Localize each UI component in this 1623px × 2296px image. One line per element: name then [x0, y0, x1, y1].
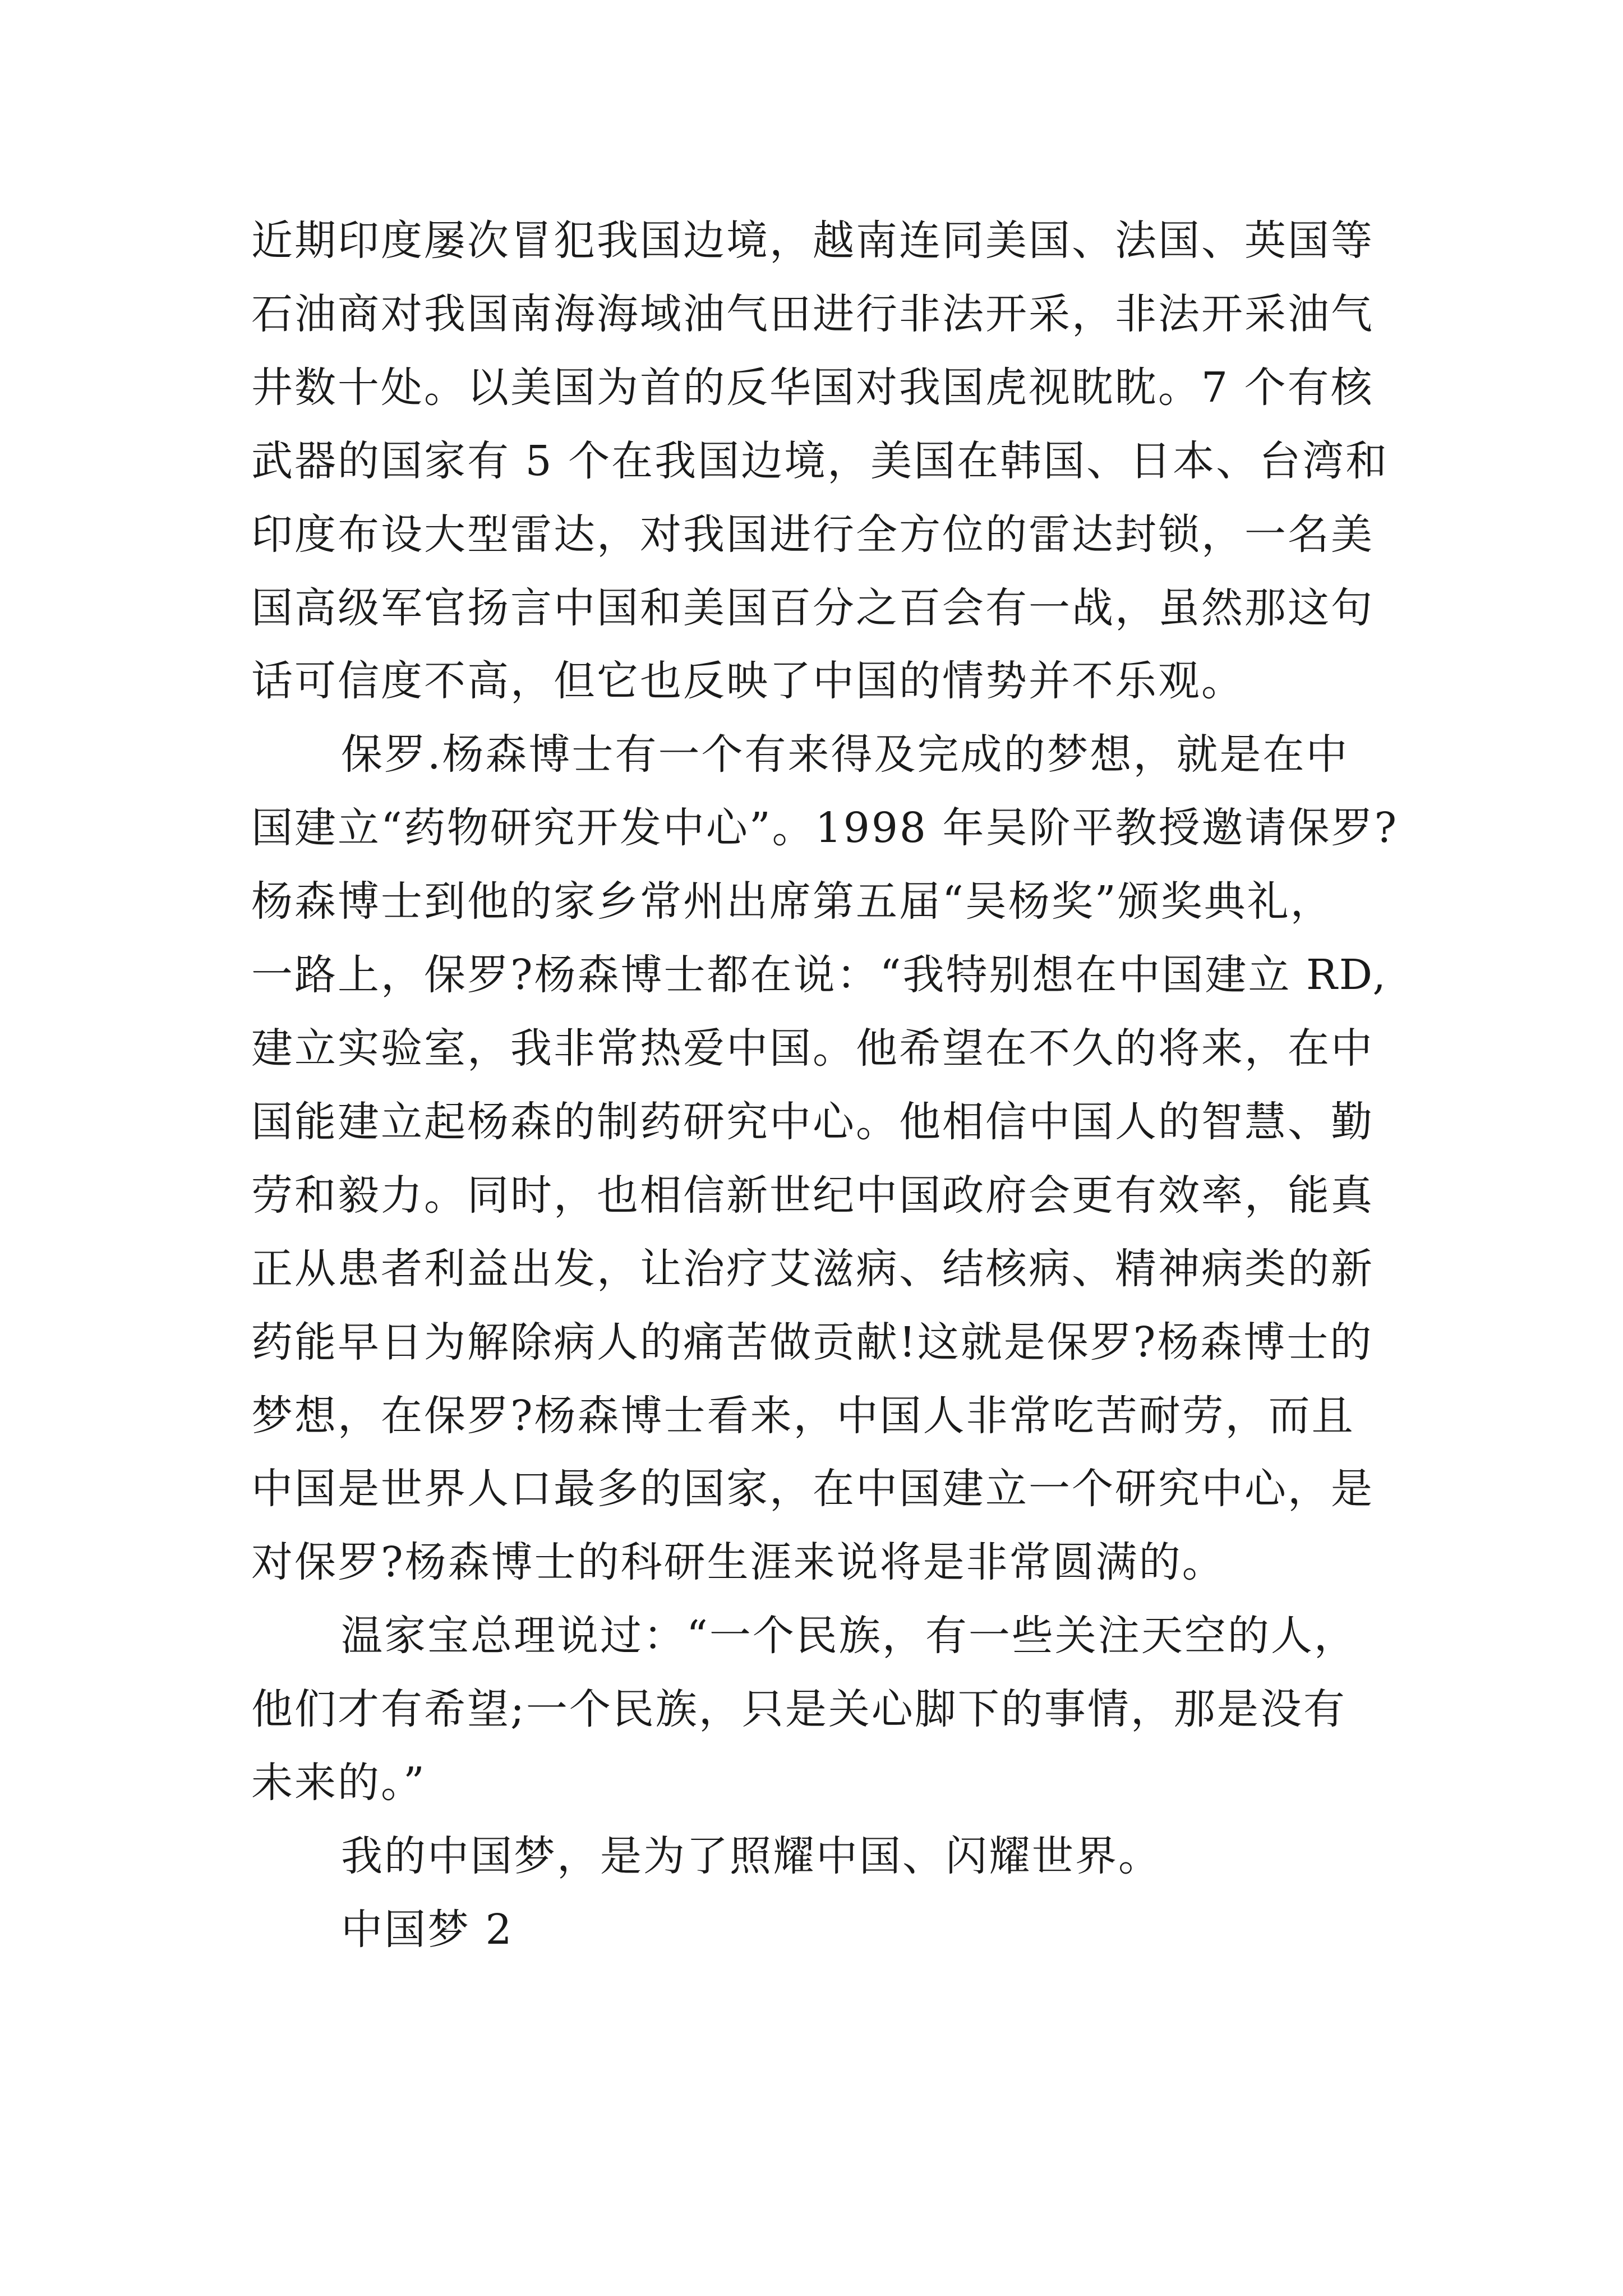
text-line: 我的中国梦，是为了照耀中国、闪耀世界。 [341, 1832, 1161, 1880]
text-line: 印度布设大型雷达，对我国进行全方位的雷达封锁，一名美 [251, 510, 1374, 559]
text-line: 国高级军官扬言中国和美国百分之百会有一战，虽然那这句 [251, 583, 1374, 632]
paragraph-janssen-dream [251, 718, 1399, 1599]
paragraph-wen-quote [251, 1599, 1373, 1820]
text-line: 未来的。” [251, 1759, 426, 1807]
document-body [251, 204, 1399, 1967]
text-line: 武器的国家有 5 个在我国边境，美国在韩国、日本、台湾和 [251, 436, 1389, 485]
text-line: 井数十处。以美国为首的反华国对我国虎视眈眈。7 个有核 [251, 363, 1374, 412]
text-line: 梦想，在保罗?杨森博士看来，中国人非常吃苦耐劳，而且 [251, 1391, 1355, 1440]
text-line: 近期印度屡次冒犯我国边境，越南连同美国、法国、英国等 [251, 217, 1374, 265]
text-line: 国能建立起杨森的制药研究中心。他相信中国人的智慧、勤 [251, 1097, 1374, 1146]
text-line: 国建立“药物研究开发中心”。1998 年吴阶平教授邀请保罗? [251, 804, 1399, 853]
text-line: 石油商对我国南海海域油气田进行非法开采，非法开采油气 [251, 289, 1374, 338]
paragraph-my-dream [251, 1820, 1373, 1893]
text-line: 一路上，保罗?杨森博士都在说：“我特别想在中国建立 RD, [251, 951, 1387, 1000]
text-line: 温家宝总理说过：“一个民族，有一些关注天空的人， [341, 1612, 1357, 1660]
text-line: 劳和毅力。同时，也相信新世纪中国政府会更有效率，能真 [251, 1171, 1374, 1220]
text-line: 话可信度不高，但它也反映了中国的情势并不乐观。 [251, 657, 1244, 706]
text-line: 正从患者利益出发，让治疗艾滋病、结核病、精神病类的新 [251, 1244, 1374, 1293]
section-heading [251, 1893, 1373, 1967]
text-line: 中国是世界人口最多的国家，在中国建立一个研究中心，是 [251, 1465, 1374, 1513]
text-line: 他们才有希望;一个民族，只是关心脚下的事情，那是没有 [251, 1685, 1347, 1734]
paragraph-border-situation [251, 204, 1389, 718]
text-line: 对保罗?杨森博士的科研生涯来说将是非常圆满的。 [251, 1538, 1225, 1587]
text-line: 药能早日为解除病人的痛苦做贡献!这就是保罗?杨森博士的 [251, 1318, 1373, 1366]
text-line: 杨森博士到他的家乡常州出席第五届“吴杨奖”颁奖典礼， [251, 877, 1334, 926]
text-line: 中国梦 2 [341, 1905, 514, 1954]
text-line: 保罗.杨森博士有一个有来得及完成的梦想，就是在中 [341, 730, 1349, 779]
text-line: 建立实验室，我非常热爱中国。他希望在不久的将来，在中 [251, 1024, 1374, 1073]
